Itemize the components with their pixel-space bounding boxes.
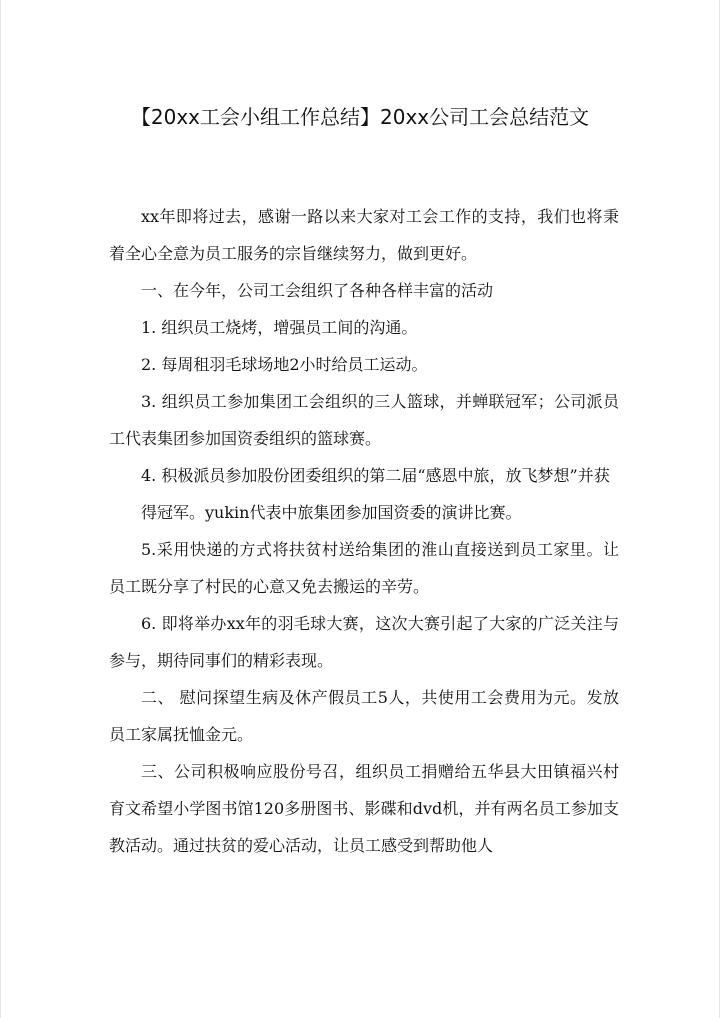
paragraph-item-4-continued: 得冠军。yukin代表中旅集团参加国资委的演讲比赛。 [141, 503, 522, 522]
document-title: 【20xx工会小组工作总结】20xx公司工会总结范文 [130, 105, 590, 129]
paragraph-section-two: 二、 慰问探望生病及休产假员工5人，共使用工会费用为元。发放员工家属抚恤金元。 [109, 688, 619, 744]
paragraph-intro: xx年即将过去，感谢一路以来大家对工会工作的支持，我们也将秉着全心全意为员工服务的宗旨继续努力，做到更好。 [109, 207, 619, 263]
paragraph-item-4: 4. 积极派员参加股份团委组织的第二届“感恩中旅，放飞梦想”并获 [141, 466, 610, 485]
document-body [109, 198, 619, 864]
paragraph-item-2: 2. 每周租羽毛球场地2小时给员工运动。 [141, 355, 428, 374]
paragraph-section-one-heading: 一、在今年，公司工会组织了各种各样丰富的活动 [141, 281, 494, 300]
paragraph-item-1: 1. 组织员工烧烤，增强员工间的沟通。 [141, 318, 418, 337]
paragraph-item-5: 5.采用快递的方式将扶贫村送给集团的淮山直接送到员工家里。让员工既分享了村民的心意又免去搬运的辛劳。 [109, 540, 619, 596]
paragraph-item-6: 6. 即将举办xx年的羽毛球大赛，这次大赛引起了大家的广泛关注与参与，期待同事们的精彩表现。 [109, 614, 619, 670]
paragraph-section-three: 三、公司积极响应股份号召，组织员工捐赠给五华县大田镇福兴村育文希望小学图书馆120多册图书、影碟和dvd机，并有两名员工参加支教活动。通过扶贫的爱心活动，让员工感受到帮助他人 [109, 762, 619, 855]
paragraph-item-3: 3. 组织员工参加集团工会组织的三人篮球，并蝉联冠军；公司派员工代表集团参加国资委组织的篮球赛。 [109, 392, 619, 448]
